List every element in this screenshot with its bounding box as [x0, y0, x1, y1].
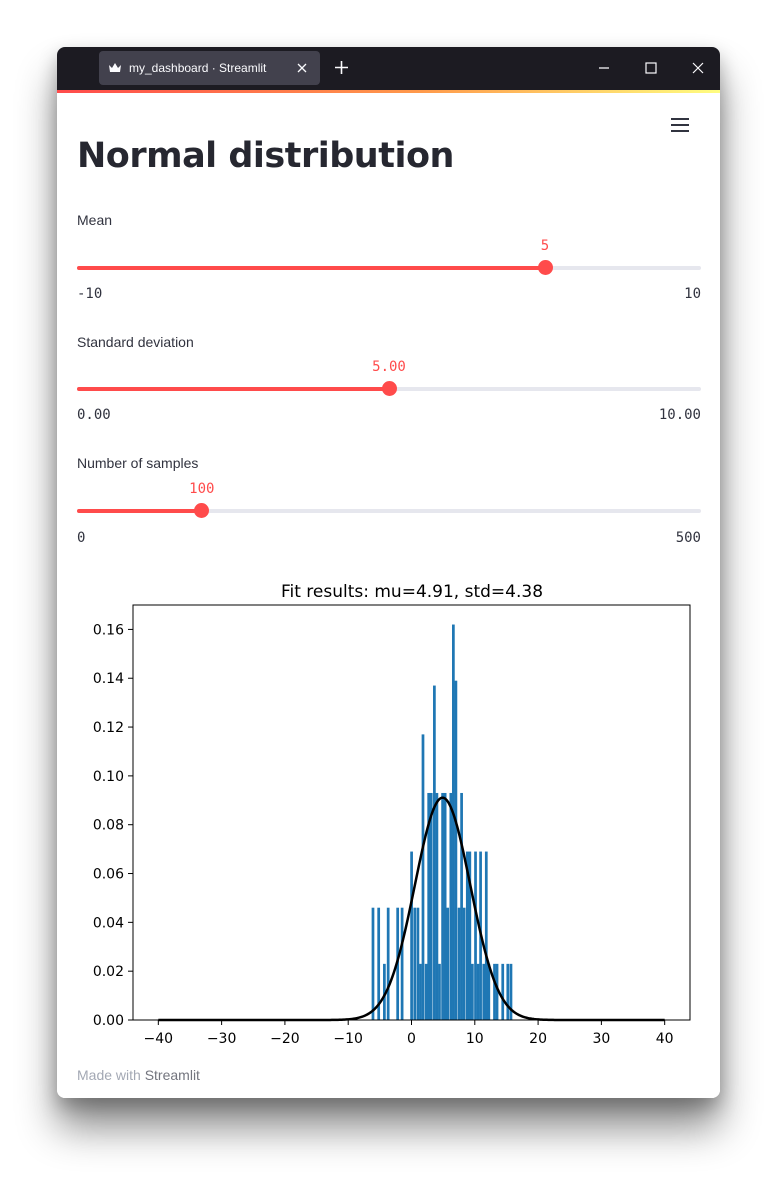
- slider-label: Standard deviation: [77, 334, 194, 350]
- histogram-bar: [430, 793, 433, 1020]
- x-tick-label: −10: [333, 1031, 363, 1047]
- histogram-bar: [493, 964, 496, 1020]
- slider-value: 100: [189, 481, 215, 497]
- slider-max-label: 10: [684, 286, 701, 302]
- x-tick-label: −40: [143, 1031, 174, 1047]
- x-tick-label: 0: [407, 1031, 416, 1047]
- histogram-bar: [433, 686, 436, 1020]
- title-bar: [57, 47, 720, 90]
- histogram-bar: [460, 793, 463, 1020]
- y-tick-label: 0.04: [92, 915, 124, 932]
- histogram-bar: [372, 908, 375, 1020]
- slider-thumb[interactable]: [194, 503, 209, 518]
- histogram-bar: [387, 908, 390, 1020]
- streamlit-link[interactable]: Streamlit: [144, 1067, 200, 1083]
- footer: [77, 1067, 200, 1083]
- std-deviation-slider: [57, 334, 720, 434]
- slider-max-label: 500: [675, 530, 701, 546]
- slider-min-label: -10: [77, 286, 103, 302]
- histogram-bar: [487, 964, 490, 1020]
- histogram-bar: [482, 964, 485, 1020]
- mean-slider: [57, 212, 720, 312]
- y-tick-label: 0.14: [92, 671, 124, 688]
- x-axis-ticks: [144, 1020, 674, 1047]
- y-tick-label: 0.16: [92, 622, 124, 639]
- histogram-bar: [422, 734, 425, 1020]
- histogram-bar: [413, 908, 416, 1020]
- histogram-bar: [477, 964, 480, 1020]
- histogram-bar: [446, 908, 449, 1020]
- histogram-bar: [452, 625, 455, 1020]
- y-tick-label: 0.02: [92, 964, 124, 981]
- slider-label: Mean: [77, 212, 113, 228]
- close-window-icon[interactable]: [691, 61, 705, 75]
- maximize-icon[interactable]: [644, 61, 658, 75]
- slider-fill: [77, 387, 389, 391]
- histogram-bar: [410, 852, 413, 1020]
- x-tick-label: 30: [592, 1031, 611, 1047]
- histogram-bar: [444, 793, 447, 1020]
- browser-window: [57, 47, 720, 1098]
- histogram-bar: [425, 964, 428, 1020]
- x-tick-label: −30: [206, 1031, 237, 1047]
- x-tick-label: 10: [465, 1031, 484, 1047]
- slider-value: 5: [540, 238, 550, 254]
- histogram-bar: [449, 793, 452, 1020]
- y-tick-label: 0.10: [92, 768, 124, 785]
- histogram-bar: [441, 793, 444, 1020]
- histogram-bar: [474, 852, 477, 1020]
- histogram-bar: [438, 964, 441, 1020]
- histogram-bar: [501, 964, 504, 1020]
- slider-value: 5.00: [372, 359, 406, 375]
- slider-track[interactable]: [77, 481, 701, 513]
- hamburger-menu-icon[interactable]: [670, 117, 690, 133]
- slider-thumb[interactable]: [382, 381, 397, 396]
- histogram-bar: [471, 964, 474, 1020]
- page-title: Normal distribution: [77, 136, 454, 176]
- minimize-icon[interactable]: [597, 61, 611, 75]
- histogram-bar: [455, 681, 458, 1020]
- y-tick-label: 0.08: [92, 817, 124, 834]
- slider-min-label: 0: [77, 530, 86, 546]
- tab-title: my_dashboard · Streamlit: [129, 61, 267, 75]
- x-tick-label: 20: [529, 1031, 548, 1047]
- x-tick-label: 40: [655, 1031, 674, 1047]
- y-axis-ticks: [93, 622, 133, 1029]
- y-tick-label: 0.12: [92, 720, 124, 737]
- y-tick-label: 0.00: [92, 1013, 124, 1029]
- histogram-bar: [485, 852, 488, 1020]
- slider-fill: [77, 266, 545, 270]
- x-tick-label: −20: [270, 1031, 300, 1047]
- y-tick-label: 0.06: [92, 866, 124, 883]
- histogram-bar: [506, 964, 509, 1020]
- footer-prefix: Made with: [77, 1067, 145, 1083]
- close-tab-icon[interactable]: [296, 62, 308, 74]
- histogram-bar: [417, 908, 420, 1020]
- histogram-chart: [57, 574, 720, 1059]
- slider-fill: [77, 509, 202, 513]
- slider-label: Number of samples: [77, 455, 199, 471]
- histogram-bar: [463, 908, 466, 1020]
- streamlit-crown-icon: [108, 62, 122, 74]
- browser-tab[interactable]: [99, 51, 320, 85]
- histogram-bars: [372, 625, 513, 1020]
- histogram-bar: [436, 793, 439, 1020]
- new-tab-icon[interactable]: [334, 60, 349, 75]
- slider-max-label: 10.00: [658, 407, 701, 423]
- slider-track[interactable]: [77, 359, 701, 391]
- number-of-samples-slider: [57, 455, 720, 555]
- slider-min-label: 0.00: [77, 407, 111, 423]
- histogram-bar: [419, 964, 422, 1020]
- histogram-bar: [458, 908, 461, 1020]
- chart-title: Fit results: mu=4.91, std=4.38: [280, 582, 544, 602]
- header-decoration-bar: [57, 90, 720, 93]
- slider-track[interactable]: [77, 238, 701, 270]
- slider-thumb[interactable]: [538, 260, 553, 275]
- histogram-bar: [401, 908, 404, 1020]
